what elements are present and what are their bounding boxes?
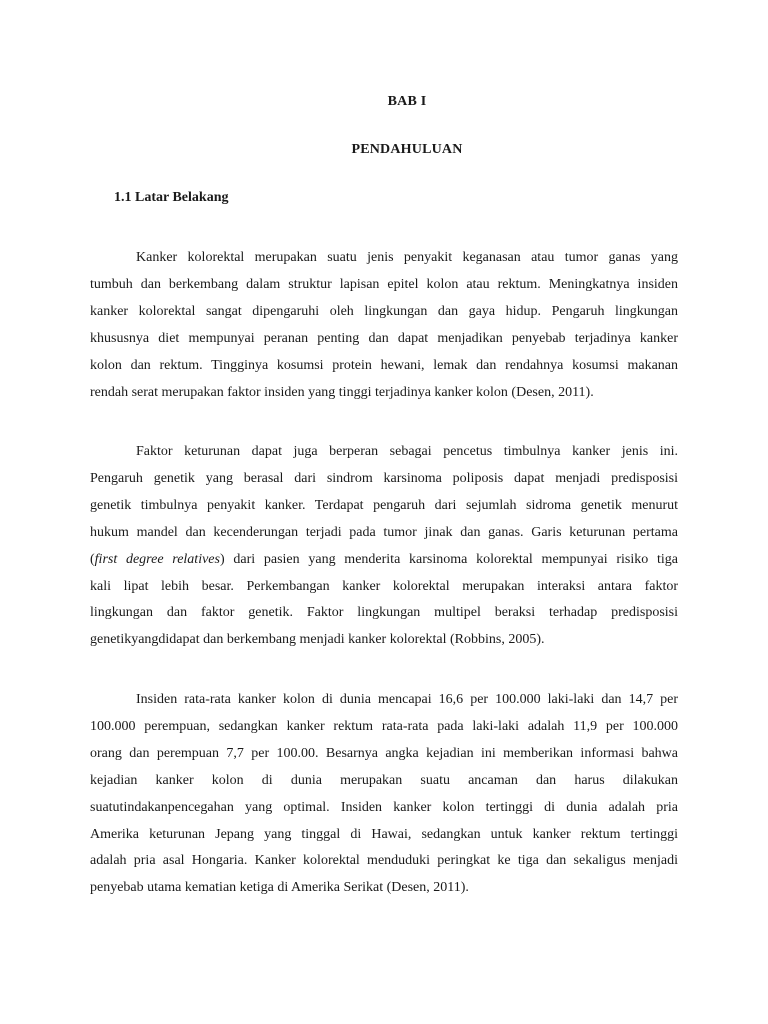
paragraph-line: Kanker kolorektal merupakan suatu jenis penyakit keganasan atau tumor ganas yang — [136, 250, 678, 265]
paragraph-line: khususnya diet mempunyai peranan penting dan dapat menjadikan penyebab terjadinya kanker — [90, 330, 678, 346]
paragraph-line: penyebab utama kematian ketiga di Amerika Serikat (Desen, 2011). — [90, 880, 469, 896]
paragraph-line: hukum mandel dan kecenderungan terjadi pada tumor jinak dan ganas. Garis keturunan pertama — [90, 524, 678, 540]
paragraph-line-italic — [90, 547, 678, 574]
paragraph-2 — [90, 439, 678, 654]
paragraph-line: lingkungan dan faktor genetik. Faktor lingkungan multipel beraksi terhadap predisposisi — [90, 605, 678, 621]
paragraph-line: adalah pria asal Hongaria. Kanker kolorektal menduduki peringkat ke tiga dan sekaligus menjadi — [90, 853, 678, 869]
section-heading: 1.1 Latar Belakang — [114, 190, 229, 205]
paragraph-line: kejadian kanker kolon di dunia merupakan suatu ancaman dan harus dilakukan — [90, 772, 678, 788]
paragraph-line: Pengaruh genetik yang berasal dari sindrom karsinoma poliposis dapat menjadi predisposisi — [90, 470, 678, 486]
paragraph-line: genetik timbulnya penyakit kanker. Terdapat pengaruh dari sejumlah sidroma genetik menurut — [90, 497, 678, 513]
chapter-title: PENDAHULUAN — [351, 142, 463, 157]
paragraph-line: Faktor keturunan dapat juga berperan sebagai pencetus timbulnya kanker jenis ini. — [136, 444, 678, 459]
italic-open: ( — [90, 551, 95, 567]
paragraph-1 — [90, 245, 678, 406]
italic-after: ) dari pasien yang menderita karsinoma kolorektal mempunyai risiko tiga — [219, 551, 679, 567]
paragraph-line: tumbuh dan berkembang dalam struktur lapisan epitel kolon atau rektum. Meningkatnya insiden — [90, 276, 678, 292]
chapter-number: BAB I — [387, 94, 427, 109]
paragraph-line: suatutindakanpencegahan yang optimal. Insiden kanker kolon tertinggi di dunia adalah pria — [90, 799, 678, 815]
paragraph-3 — [90, 687, 678, 902]
italic-term: first degree relatives — [94, 551, 220, 567]
paragraph-line: kolon dan rektum. Tingginya kosumsi protein hewani, lemak dan rendahnya kosumsi makanan — [90, 357, 678, 373]
paragraph-line: rendah serat merupakan faktor insiden yang tinggi terjadinya kanker kolon (Desen, 2011). — [90, 384, 594, 400]
paragraph-line: orang dan perempuan 7,7 per 100.00. Besarnya angka kejadian ini memberikan informasi bahwa — [90, 745, 678, 761]
paragraph-line: Amerika keturunan Jepang yang tinggal di Hawai, sedangkan untuk kanker rektum tertinggi — [90, 826, 678, 842]
paragraph-line: Insiden rata-rata kanker kolon di dunia mencapai 16,6 per 100.000 laki-laki dan 14,7 per — [136, 692, 678, 707]
paragraph-line: kanker kolorektal sangat dipengaruhi oleh lingkungan dan gaya hidup. Pengaruh lingkungan — [90, 303, 678, 319]
paragraph-line: 100.000 perempuan, sedangkan kanker rektum rata-rata pada laki-laki adalah 11,9 per 100.000 — [90, 718, 678, 734]
paragraph-line: genetikyangdidapat dan berkembang menjadi kanker kolorektal (Robbins, 2005). — [90, 632, 545, 648]
paragraph-line: kali lipat lebih besar. Perkembangan kanker kolorektal merupakan interaksi antara faktor — [90, 578, 678, 594]
